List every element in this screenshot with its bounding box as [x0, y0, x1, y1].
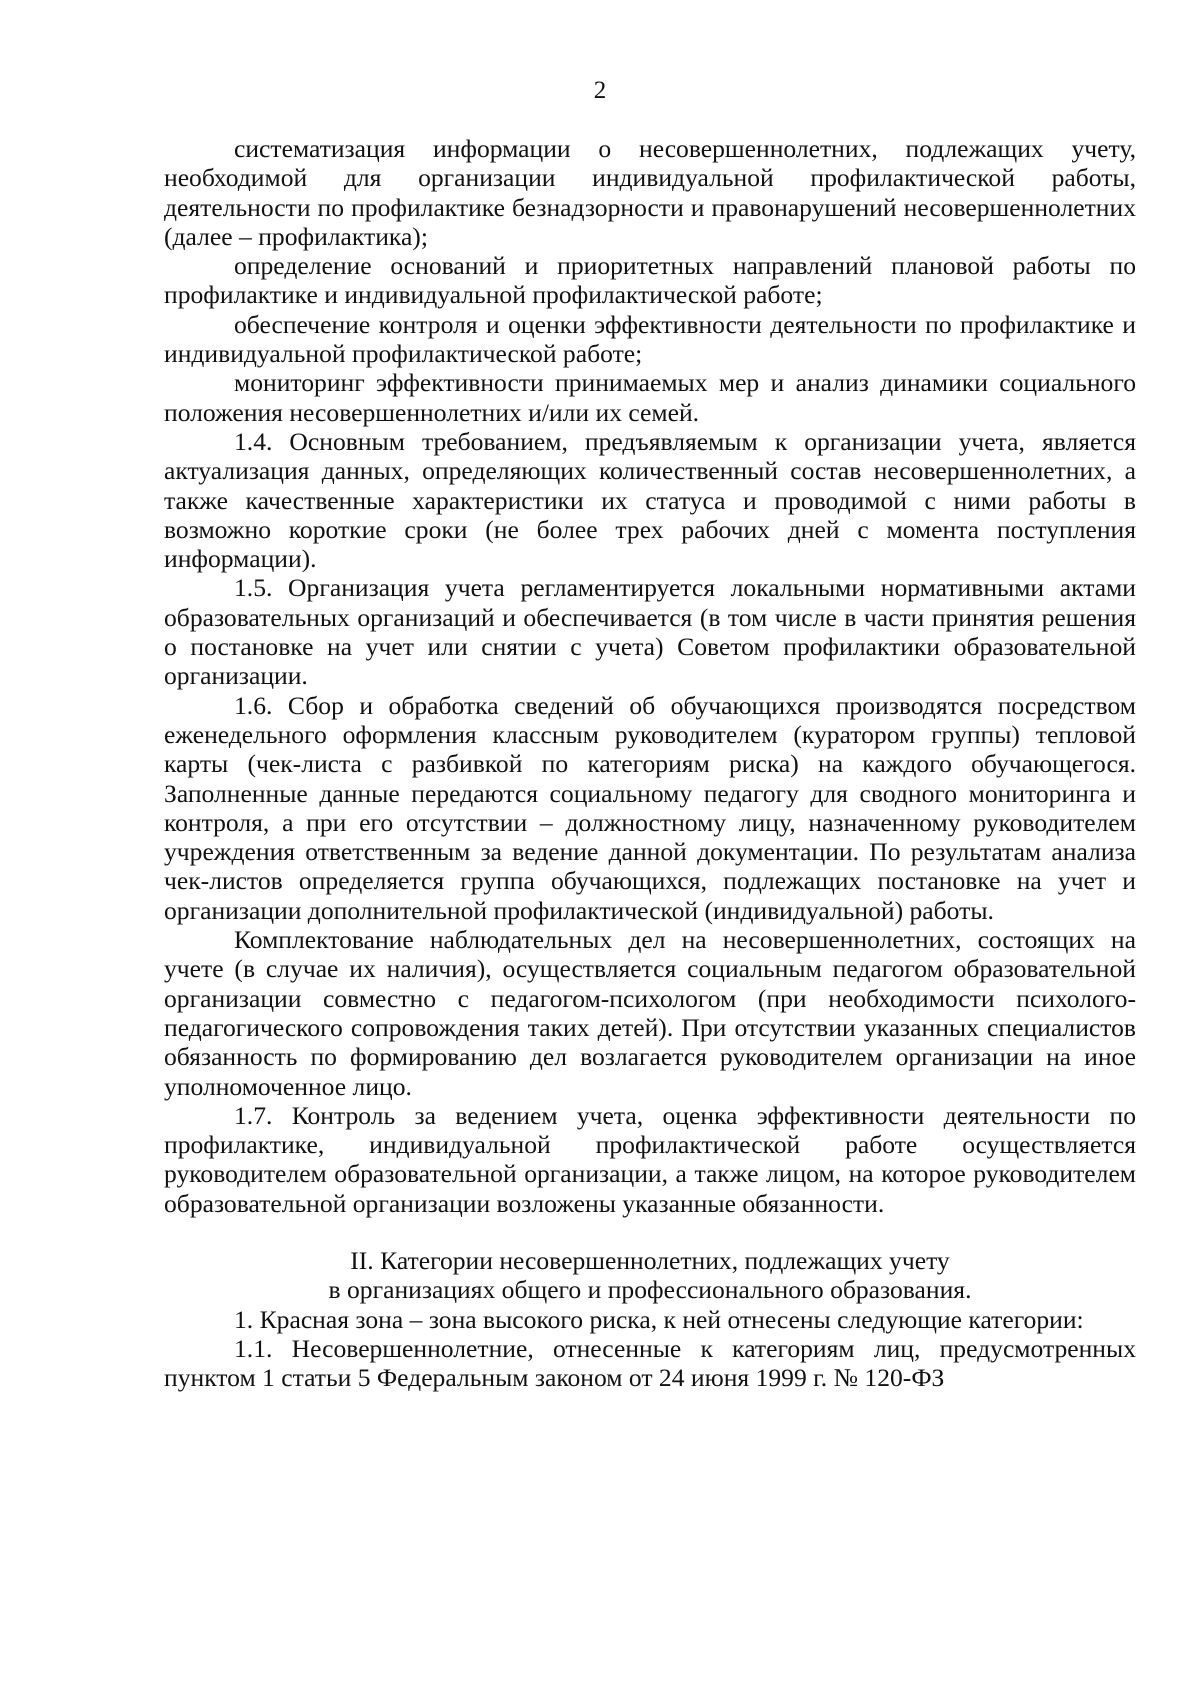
section-heading [164, 1246, 1136, 1305]
paragraph-monitoring: мониторинг эффективности принимаемых мер и анализ динамики социального положения несовершеннолетних и/или их семей. [164, 368, 1136, 427]
page-number: 2 [593, 77, 607, 104]
section-heading-line-2: в организациях общего и профессионального образования. [328, 1275, 972, 1305]
paragraph-1-6: 1.6. Сбор и обработка сведений об обучающихся производятся посредством еженедельного оформления классным руководителем (куратором группы) тепловой карты (чек-листа с разбивкой по категориям риска) на каждого обучающегося. Заполненные данные передаются социальному педагогу для сводного мониторинга и контроля, а при его отсутствии – должностному лицу, назначенному руководителем учреждения ответственным за ведение данной документации. По результатам анализа чек-листов определяется группа обучающихся, подлежащих постановке на учет и организации дополнительной профилактической (индивидуальной) работы. [164, 690, 1136, 925]
section-heading-line-1: II. Категории несовершеннолетних, подлежащих учету [350, 1245, 950, 1275]
paragraph-1-1: 1.1. Несовершеннолетние, отнесенные к категориям лиц, предусмотренных пунктом 1 статьи 5 Федеральным законом от 24 июня 1999 г. № 120-ФЗ [164, 1333, 1136, 1393]
document-body [164, 134, 1136, 1392]
paragraph-systematization: систематизация информации о несовершеннолетних, подлежащих учету, необходимой для организации индивидуальной профилактической работы, деятельности по профилактике безнадзорности и правонарушений несовершеннолетних (далее – профилактика); [164, 134, 1136, 251]
paragraph-1-7: 1.7. Контроль за ведением учета, оценка эффективности деятельности по профилактике, индивидуальной профилактической работе осуществляется руководителем образовательной организации, а также лицом, на которое руководителем образовательной организации возложены указанные обязанности. [164, 1100, 1136, 1218]
paragraph-control-provision: обеспечение контроля и оценки эффективности деятельности по профилактике и индивидуальной профилактической работе; [164, 309, 1136, 369]
paragraph-1-5: 1.5. Организация учета регламентируется локальными нормативными актами образовательных организаций и обеспечивается (в том числе в части принятия решения о постановке на учет или снятии с учета) Советом профилактики образовательной организации. [164, 573, 1136, 691]
paragraph-red-zone: 1. Красная зона – зона высокого риска, к ней отнесены следующие категории: [234, 1304, 1084, 1334]
paragraph-case-files: Комплектование наблюдательных дел на несовершеннолетних, состоящих на учете (в случае их наличия), осуществляется социальным педагогом образовательной организации совместно с педагогом-психологом (при необходимости психолого-педагогического сопровождения таких детей). При отсутствии указанных специалистов обязанность по формированию дел возлагается руководителем организации на иное уполномоченное лицо. [164, 925, 1136, 1101]
paragraph-grounds-definition: определение оснований и приоритетных направлений плановой работы по профилактике и индивидуальной профилактической работе; [164, 251, 1136, 310]
paragraph-1-4: 1.4. Основным требованием, предъявляемым к организации учета, является актуализация данных, определяющих количественный состав несовершеннолетних, а также качественные характеристики их статуса и проводимой с ними работы в возможно короткие сроки (не более трех рабочих дней с момента поступления информации). [164, 426, 1136, 574]
